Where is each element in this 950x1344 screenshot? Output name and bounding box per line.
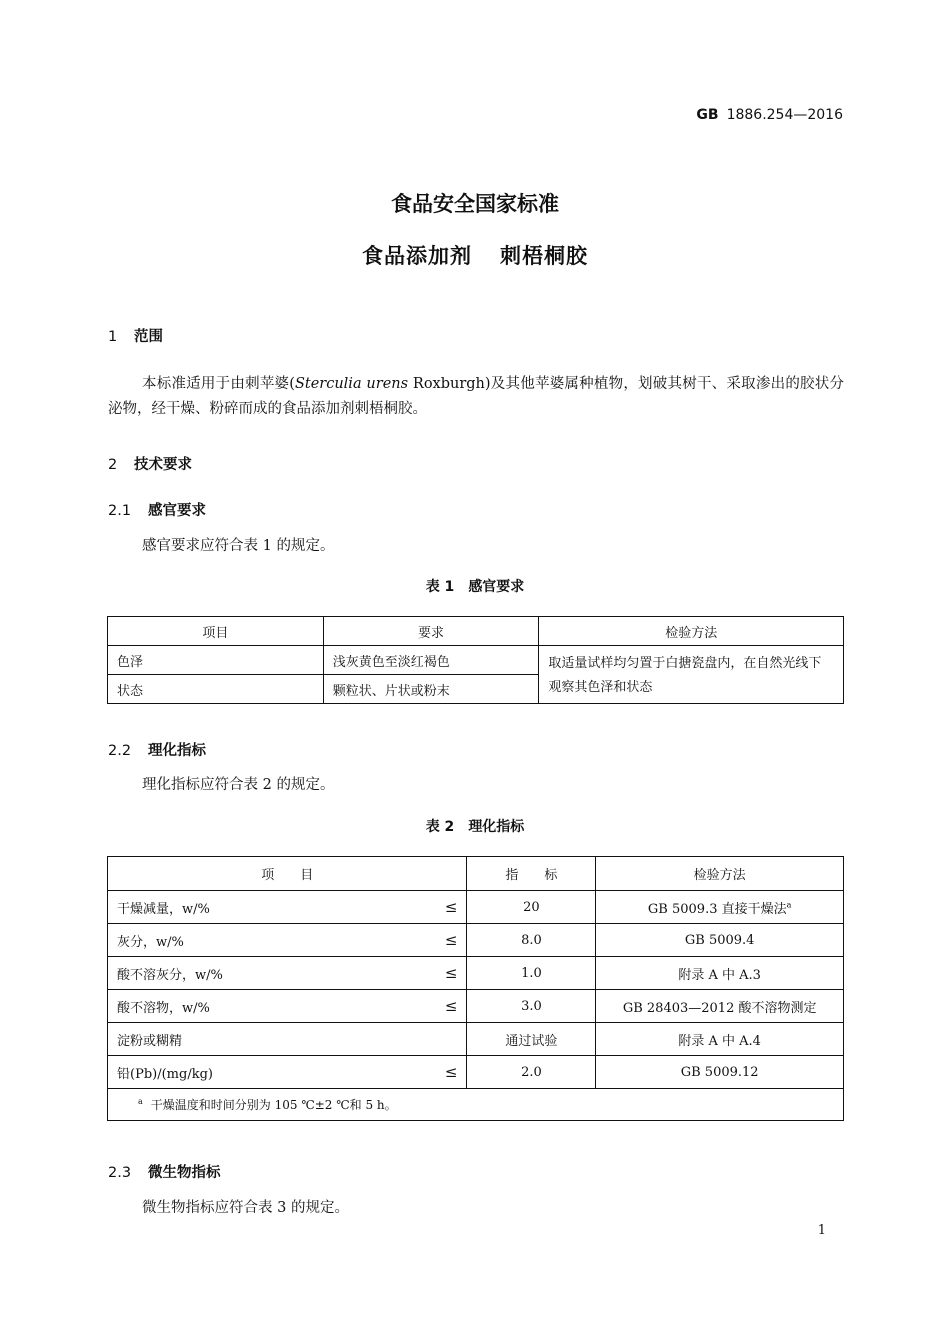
table-header-row bbox=[108, 617, 844, 646]
column-header: 项 目 bbox=[108, 857, 467, 891]
column-header: 项目 bbox=[108, 617, 324, 646]
value-cell: 2.0 bbox=[467, 1056, 596, 1089]
method-cell: GB 5009.3 直接干燥法$^a$ bbox=[596, 891, 844, 924]
section-2-heading: 2 技术要求 bbox=[108, 457, 192, 473]
section-2-3-heading: 2.3 微生物指标 bbox=[108, 1165, 221, 1181]
section-1-heading: 1 范围 bbox=[108, 329, 163, 345]
table-1-caption: 表 1 感官要求 bbox=[425, 579, 525, 595]
table-1 bbox=[107, 616, 844, 704]
item-cell: 色泽 bbox=[108, 646, 324, 675]
column-header: 指 标 bbox=[467, 857, 596, 891]
section-2-1-text: 感官要求应符合表 1 的规定。 bbox=[142, 538, 335, 554]
section-2-1-heading: 2.1 感官要求 bbox=[108, 503, 206, 519]
item-cell: 状态 bbox=[108, 675, 324, 704]
section-1-text: 本标准适用于由刺苹婆(Sterculia urens Roxburgh)及其他苹婆属种植物，划破其树干、采取渗出的胶状分泌物，经干燥、粉碎而成的食品添加剂刺梧桐胶。 bbox=[108, 376, 844, 417]
item-cell: 灰分，w/% ≤ bbox=[108, 924, 467, 957]
document-subtitle: 食品添加剂 刺梧桐胶 bbox=[362, 244, 588, 268]
method-cell: GB 28403—2012 酸不溶物测定 bbox=[596, 990, 844, 1023]
requirement-cell: 颗粒状、片状或粉末 bbox=[323, 675, 539, 704]
table-row bbox=[108, 1023, 844, 1056]
table-footnote: $^a$ 干燥温度和时间分别为 105 ℃±2 ℃和 5 h。 bbox=[108, 1089, 844, 1121]
table-2-caption: 表 2 理化指标 bbox=[425, 819, 525, 835]
method-cell: 附录 A 中 A.4 bbox=[596, 1023, 844, 1056]
table-footnote-row bbox=[108, 1089, 844, 1121]
method-cell: GB 5009.4 bbox=[596, 924, 844, 957]
value-cell: 3.0 bbox=[467, 990, 596, 1023]
section-2-2-text: 理化指标应符合表 2 的规定。 bbox=[142, 777, 335, 793]
table-row bbox=[108, 957, 844, 990]
section-2-3-text: 微生物指标应符合表 3 的规定。 bbox=[142, 1200, 349, 1216]
item-cell: 淀粉或糊精 bbox=[108, 1023, 467, 1056]
method-cell: 附录 A 中 A.3 bbox=[596, 957, 844, 990]
column-header: 检验方法 bbox=[596, 857, 844, 891]
column-header: 检验方法 bbox=[539, 617, 844, 646]
document-title: 食品安全国家标准 bbox=[391, 192, 559, 216]
item-cell: 酸不溶物，w/% ≤ bbox=[108, 990, 467, 1023]
table-row bbox=[108, 891, 844, 924]
standard-number: GB 1886.254—2016 bbox=[696, 107, 843, 123]
value-cell: 8.0 bbox=[467, 924, 596, 957]
section-2-2-heading: 2.2 理化指标 bbox=[108, 743, 206, 759]
table-row bbox=[108, 924, 844, 957]
requirement-cell: 浅灰黄色至淡红褐色 bbox=[323, 646, 539, 675]
item-cell: 酸不溶灰分，w/% ≤ bbox=[108, 957, 467, 990]
method-cell: GB 5009.12 bbox=[596, 1056, 844, 1089]
value-cell: 1.0 bbox=[467, 957, 596, 990]
method-cell: 取适量试样均匀置于白搪瓷盘内，在自然光线下观察其色泽和状态 bbox=[539, 646, 844, 704]
table-header-row bbox=[108, 857, 844, 891]
page-number: 1 bbox=[817, 1223, 826, 1238]
table-row bbox=[108, 990, 844, 1023]
value-cell: 20 bbox=[467, 891, 596, 924]
table-2 bbox=[107, 856, 844, 1121]
column-header: 要求 bbox=[323, 617, 539, 646]
value-cell: 通过试验 bbox=[467, 1023, 596, 1056]
table-row bbox=[108, 1056, 844, 1089]
table-row bbox=[108, 646, 844, 675]
item-cell: 铅(Pb)/(mg/kg) ≤ bbox=[108, 1056, 467, 1089]
item-cell: 干燥减量，w/% ≤ bbox=[108, 891, 467, 924]
